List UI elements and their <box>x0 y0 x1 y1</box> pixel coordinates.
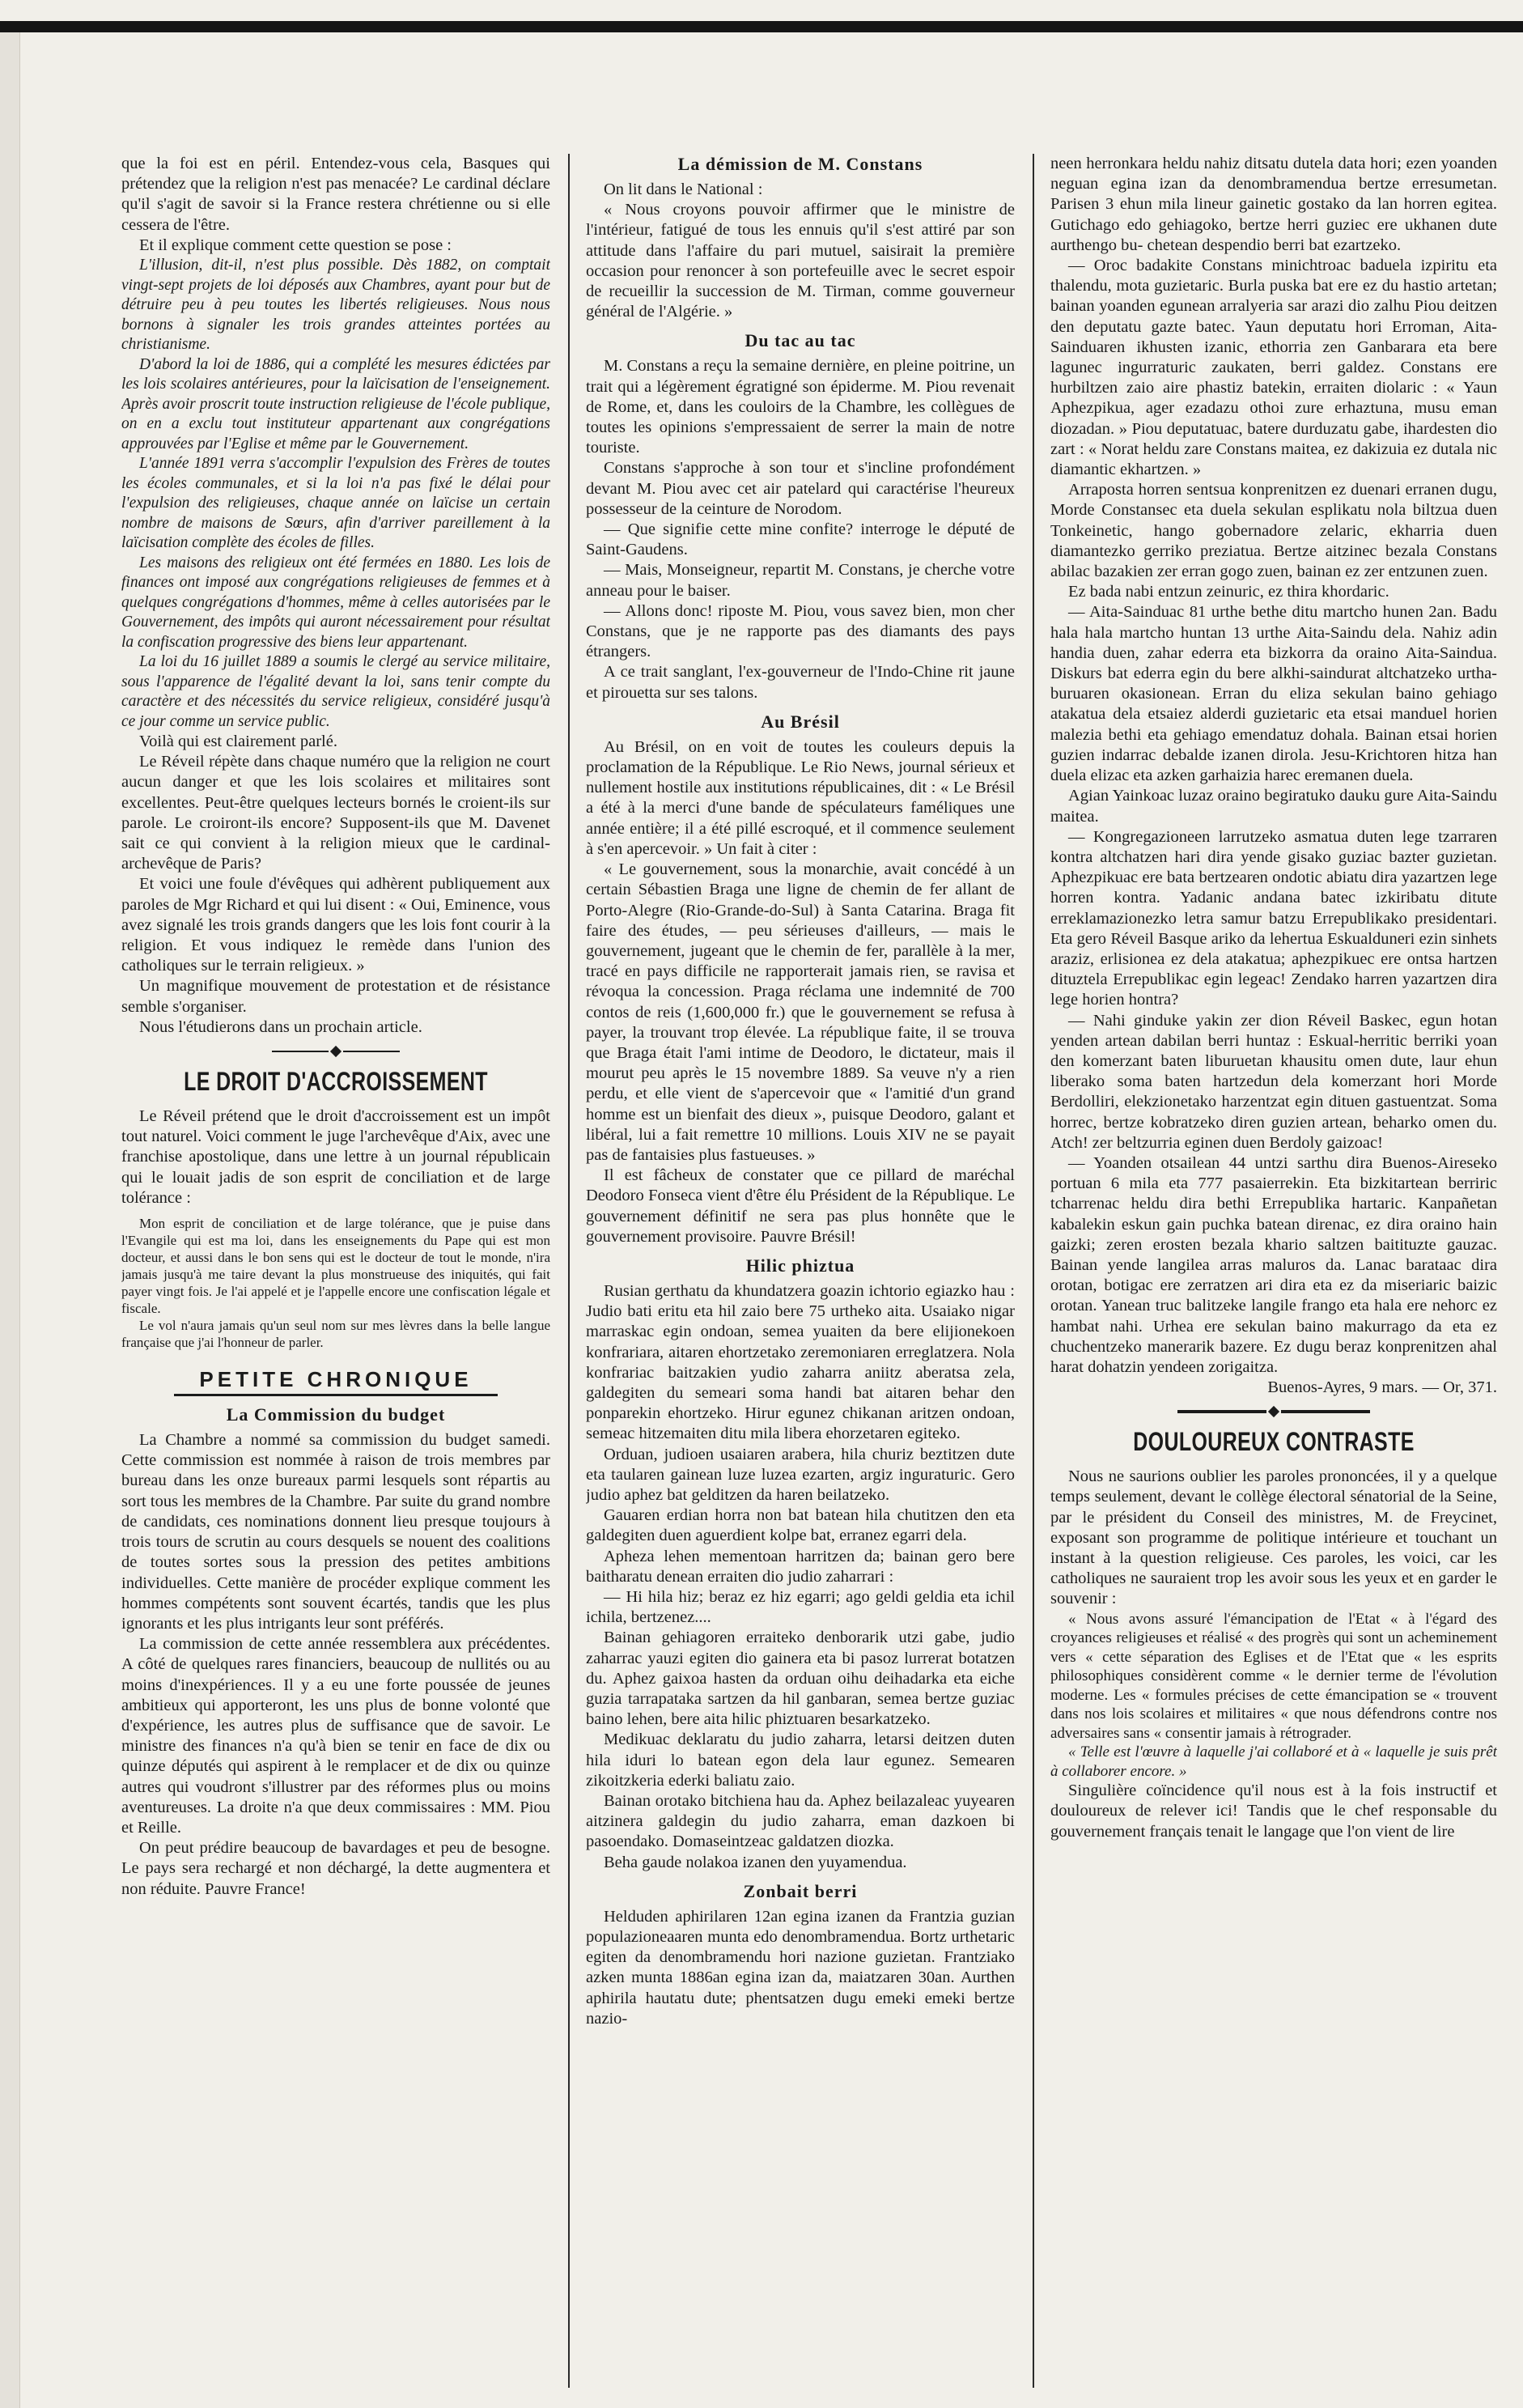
section-ornament <box>1050 1408 1497 1416</box>
heading-zonbait-berri: Zonbait berri <box>743 1880 858 1901</box>
body-paragraph: M. Constans a reçu la semaine dernière, en pleine poitrine, un trait qui a légèrement égratigné son épiderme. M. Piou revenait de Rome, et, dans les couloirs de la Chambre, les collègues de toutes les opinions s'empressaient de serrer la main de notre touriste. <box>586 357 1015 457</box>
archbishop-quote: Le vol n'aura jamais qu'un seul nom sur mes lèvres dans la belle langue française que j'ai l'honneur de parler. <box>121 1318 550 1351</box>
heading-commission-budget: La Commission du budget <box>226 1404 446 1425</box>
heading-hilic-phiztua: Hilic phiztua <box>745 1255 855 1276</box>
column-divider <box>568 154 570 2388</box>
column-divider <box>1033 154 1034 2388</box>
cardinal-citation: L'illusion, dit-il, n'est plus possible. Dès 1882, on comptait vingt-sept projets de loi déposés aux Chambres, ayant pour but de détruire peu à peu toutes les libertés religieuses. Nous nous bornons à signaler les trois grandes atteintes portées au christianisme. <box>121 257 550 354</box>
body-paragraph: A ce trait sanglant, l'ex-gouverneur de l'Indo-Chine rit jaune et pirouetta sur ses talons. <box>586 663 1015 702</box>
body-paragraph: — Allons donc! riposte M. Piou, vous savez bien, mon cher Constans, que je ne rapporte pas des diamants des pays étrangers. <box>586 601 1015 661</box>
body-paragraph: — Kongregazioneen larrutzeko asmatua duten lege tzarraren kontra altchatzen hari dira yende gisako guziac bazter guzietan. Aphezpikuac ere bata bertzearen ondotic abiatu dira yazartzen lege horren kontra. Yadanic andana batec izkiribatu ditute erreklamazionezko letra samur batzu Errepublikako presidentari. Eta gero Réveil Basque ariko da lehertua Eskualduneri ezin sinhets araziz, erlisioneа ez dela atakatua; aphezpikuec ere ontsa hartzen dituztela Errepublikac egin legeac! Zendako harren yazartzen dira lege horien hontra? <box>1050 827 1497 1009</box>
body-paragraph: « Nous croyons pouvoir affirmer que le ministre de l'intérieur, fatigué de tous les ennuis qu'il s'est attiré par son attitude dans l'affaire du pari mutuel, saisirait la première occasion pour renoncer à son portefeuille avec le secret espoir de recueillir la succession de M. Tirman, comme gouverneur général de l'Algérie. » <box>586 201 1015 321</box>
cardinal-citation: D'abord la loi de 1886, qui a complété les mesures édictées par les lois scolaires antérieures, pour la laïcisation de l'enseignement. Après avoir proscrit toute instruction religieuse de l'école publique, on en a exclu tout instituteur appartenant aux congrégations approuvées par l'Eglise et même par le Gouvernement. <box>121 355 550 452</box>
cardinal-citation: Les maisons des religieux ont été fermées en 1880. Les lois de finances ont imposé aux congrégations religieuses de femmes et à quelques congrégations d'hommes, même à celles autorisées par le Gouvernement, des impôts qui auront nécessairement pour résultat la confiscation progressive des biens leur appartenant. <box>121 554 550 651</box>
top-rule <box>0 21 1523 32</box>
body-paragraph: Nous l'étudierons dans un prochain article. <box>139 1017 422 1036</box>
body-paragraph: Le Réveil prétend que le droit d'accroissement est un impôt tout naturel. Voici comment le juge l'archevêque d'Aix, avec une franchise apostolique, dans une lettre à un journal républicain qui le louait jadis de son esprit de conciliation et de large tolérance : <box>121 1107 550 1207</box>
body-paragraph: On lit dans le National : <box>604 180 763 198</box>
column-2 <box>586 154 1015 2388</box>
cardinal-citation: L'année 1891 verra s'accomplir l'expulsion des Frères de toutes les écoles communales, et si la loi n'a pas fixé le délai pour l'expulsion des religieuses, chaque année on laïcise un certain nombre de maisons de Sœurs, afin d'arriver pareillement à la laïcisation complète des écoles de filles. <box>121 455 550 552</box>
body-paragraph: Ez bada nabi entzun zeinuric, ez thira khordaric. <box>1068 583 1389 601</box>
body-paragraph: La Chambre a nommé sa commission du budget samedi. Cette commission est nommée à raison de trois membres par bureau dans les onze bureaux parmi lesquels sont répartis au sort tous les membres de la Chambre. Par suite du grand nombre de candidats, ces nominations donnent lieu presque toujours à trois tours de scrutin au cours desquels se nouent des coalitions de toutes sortes sous la pression des petites ambitions individuelles. Cette manière de procéder explique comment les hommes compétents sont souvent écartés, tandis que les plus ignorants et les plus intrigants leur sont préférés. <box>121 1431 550 1633</box>
body-paragraph: Singulière coïncidence qu'il nous est à la fois instructif et douloureux de relever ici! Tandis que le chef responsable du gouvernement français tenait le langage que l'on vient de lire <box>1050 1782 1497 1841</box>
archbishop-quote: Mon esprit de conciliation et de large tolérance, que je puise dans l'Evangile qui est ma loi, dans les enseignements du Pape qui est mon docteur, et aussi dans le bon sens qui est le docteur de tout le monde, n'ira jamais jusqu'à me taire devant la plus monstrueuse des iniquités, qui fait payer vingt fois. Je l'ai appelé et je l'appelle encore une confiscation légale et fiscale. <box>121 1216 550 1317</box>
body-paragraph: Agian Yainkoac luzaz oraino begiratuko dauku gure Aita-Saindu maitea. <box>1050 787 1497 826</box>
body-paragraph: Bainan orotako bitchiena hau da. Aphez beilazaleac yuyearen aitzinera galdegin du judio zaharra, eman dazkoen bi pasoendako. Domaseintzeac galdatzen diozka. <box>586 1792 1015 1851</box>
body-paragraph: Et voici une foule d'évêques qui adhèrent publiquement aux paroles de Mgr Richard et qui lui disent : « Oui, Eminence, vous avez signalé les trois grands dangers que les lois font courir à la religion. Et vous indiquez le remède dans l'union des catholiques sur le terrain religieux. » <box>121 875 550 975</box>
heading-petite-chronique: PETITE CHRONIQUE <box>174 1367 498 1396</box>
body-paragraph: Apheza lehen mementoan harritzen da; bainan gero bere baitharatu denean erraiten dio judio zaharrari : <box>586 1547 1015 1586</box>
heading-au-bresil: Au Brésil <box>761 711 840 732</box>
column-3 <box>1050 154 1497 2388</box>
heading-du-tac-au-tac: Du tac au tac <box>745 330 856 351</box>
body-paragraph: — Nahi ginduke yakin zer dion Réveil Baskec, egun hotan yenden artean dabilan berri huntaz : Eskual-herritic berriki yoan den komerzant baten liburuetan khausitu omen dute, laur ehun liberako soma baten hartzedun dela komerzant hori Morde Berdolliri, elekzionetako harzentzat egin dituen gastuentzat. Soma horrec, bertze kobratzeko diren guzien artean, beharko omen du. Atch! zer beltzurria eginen duen Berdoly gaizoac! <box>1050 1011 1497 1152</box>
body-paragraph: Medikuac deklaratu du judio zaharra, letarsi deitzen duten hila iduri lo batean egon dela laur egunez. Semearen zikoitzkeria ederki baliatu zaio. <box>586 1731 1015 1790</box>
body-paragraph: Au Brésil, on en voit de toutes les couleurs depuis la proclamation de la République. Le Rio News, journal sérieux et nullement hostile aux institutions républicaines, dit : « Le Brésil a été à la merci d'une bande de spéculateurs faméliques une année entière; il a été pillé escroqué, et il commence seulement à s'en apercevoir. » Un fait à citer : <box>586 737 1015 858</box>
body-paragraph: Bainan gehiagoren erraiteko denborarik utzi gabe, judio zaharrac yauzi egiten dio gainera eta bi pasoz lurrerat botatzen du. Aphez gaixoa hasten da orduan oihu deihadarka eta eiche guzia tarrapataka sartzen da hil ganbaran, semea bertze guziac baino lehen, bere aita hilic phiztuaren besarkatzeko. <box>586 1629 1015 1729</box>
heading-droit-accroissement: LE DROIT D'ACCROISSEMENT <box>184 1067 488 1097</box>
dateline-signature: Buenos-Ayres, 9 mars. — Or, 371. <box>1267 1378 1497 1397</box>
body-paragraph: — Que signifie cette mine confite? interroge le député de Saint-Gaudens. <box>586 520 1015 559</box>
body-paragraph: La commission de cette année ressemblera aux précédentes. A côté de quelques rares financiers, beaucoup de nullités ou au moins d'inexpériences. Il y a eu une forte poussée de jeunes ambitieux qui apporteront, les uns plus de bonne volonté que d'expérience, les autres plus de suffisance que de savoir. Le ministre des finances n'a qu'à bien se tenir en face de dix ou quinze députés qui aspirent à le remplacer et de dix ou quinze autres qui voudront s'illustrer par des réformes plus ou moins aventureuses. La droite n'a que deux commissaires : MM. Piou et Reille. <box>121 1635 550 1837</box>
body-paragraph: Orduan, judioen usaiaren arabera, hila churiz beztitzen dute eta taularen gainean luze luzea ezarten, argiz inguraturic. Gero judio aphez bat gelditzen da haren beilatzeko. <box>586 1445 1015 1504</box>
column-1 <box>121 154 550 2388</box>
body-paragraph: Le Réveil répète dans chaque numéro que la religion ne court aucun danger et que les lois scolaires et militaires sont excellentes. Peut-être quelques lecteurs bornés le croient-ils sur parole. Le croiront-ils encore? Supposent-ils que M. Davenet sait ce qui convient à la religion mieux que le cardinal-archevêque de Paris? <box>121 753 550 873</box>
body-paragraph: Nous ne saurions oublier les paroles prononcées, il y a quelque temps seulement, devant le collège électoral sénatorial de la Seine, par le président du Conseil des ministres, M. de Freycinet, exposant son programme de politique intérieure et touchant un instant à la question religieuse. Ces paroles, les voici, car les catholiques ne sauraient trop les avoir sous les yeux et en garder le souvenir : <box>1050 1467 1497 1608</box>
body-paragraph: — Hi hila hiz; beraz ez hiz egarri; ago geldi geldia eta ichil ichila, bertzenez.... <box>586 1588 1015 1627</box>
intro-paragraph: Et il explique comment cette question se pose : <box>139 236 452 254</box>
freycinet-quote: « Nous avons assuré l'émancipation de l'Etat « à l'égard des croyances religieuses et réalisé « des progrès qui sont un acheminement vers « cette séparation des Eglises et de l'Etat que « les esprits philosophiques considèrent comme « le dernier terme de l'évolution moderne. Les « formules précises de cette émancipation se « trouvent dans nos lois scolaires et militaires « que nous défendrons contre nos adversaires sans « consentir jamais à rétrograder. <box>1050 1610 1497 1742</box>
body-paragraph: Un magnifique mouvement de protestation et de résistance semble s'organiser. <box>121 977 550 1016</box>
cardinal-citation: La loi du 16 juillet 1889 a soumis le clergé au service militaire, sous l'apparence de l'égalité devant la loi, sans tenir compte du caractère et des nécessités du service religieux, considéré jusqu'à ce jour comme un service public. <box>121 653 550 730</box>
section-ornament <box>121 1047 550 1055</box>
body-paragraph: — Yoanden otsailean 44 untzi sarthu dira Buenos-Aireseko portuan 6 mila eta 777 pasaierrekin. Eta bizkitartean berriric tcharrenac heldu dira bethi Errepublika hartaric. Kanpañetan kabalekin eskun gain puchka batean direnac, ez dira oraino hain gaizki; zeren erosten bezala khario saltzen baitituzte gauzac. Bainan yende langilea arras maluros da. Lanac barataac dira orotan, botigac ere zerratzen ari dira eta ez da miseriaric baizic orotan. Yanean truc balitzeke langile frango eta hala ere nehorc ez hambat nahi. Urhea ere sekulan baino makurrago da eta ez chuchentzeko manerarik bazere. Ez dugu beraz konprenitzen ahal harat dohatzin yendeen zorigaitza. <box>1050 1153 1497 1376</box>
body-paragraph: — Aita-Sainduac 81 urthe bethe ditu martcho hunen 2an. Badu hala hala martcho huntan 13 urthe Aita-Saindu dela. Nahiz adin handia duen, zahar ederra eta bizkorra da oraino Aita-Saindua. Diskurs bat ederra egin du bere alkhi-saindurat altchatzeko urtha-buruaren okasionean. Erran du eliza sekulan baino gehiago atakatua dela etsaiez alderdi guzietaric eta etsai manduel horien malezia bethi eta gehiago emendatuz dohala. Bainan etsai horien guzien indarrac debalde izanen dirola. Jesu-Krichtoren hitza han duela elizac eta azken garhaizia harec eremanen duela. <box>1050 603 1497 785</box>
body-paragraph: Voilà qui est clairement parlé. <box>139 733 337 751</box>
heading-demission-constans: La démission de M. Constans <box>677 154 923 174</box>
body-paragraph: Constans s'approche à son tour et s'incline profondément devant M. Piou avec cet air patelard qui caractérise l'heureux possesseur de la ceinture de Norodom. <box>586 459 1015 518</box>
body-paragraph: « Le gouvernement, sous la monarchie, avait concédé à un certain Sébastien Braga une ligne de chemin de fer allant de Porto-Alegre (Rio-Grande-do-Sul) à Santa Catarina. Braga fit faire des études, — peu sérieuses d'ailleurs, — mais le gouvernement, jugeant que le chemin de fer, parallèle à la mer, tracé en pays difficile ne rapporterait jamais rien, se ravisa et révoqua la concession. Praga réclama une indemnité de 700 contos de reis (1,600,000 fr.) que le gouvernement se refusa à payer, la trouvant trop élevée. La république faite, il se trouva que Braga était l'ami intime de Deodoro, le dictateur, mais il mourut peu après le 15 novembre 1889. Sa veuve n'y a rien perdu, et elle vient de s'apercevoir que « l'amitié d'un grand homme est un bienfait des dieux », puisque Deodoro, galant et libéral, lui a fait remettre 10 millions. Louis XIV ne se payait pas de fantaisies plus fastueuses. » <box>586 860 1015 1164</box>
page-margin <box>0 32 20 2408</box>
intro-paragraph: que la foi est en péril. Entendez-vous cela, Basques qui prétendez que la religion n'est pas menacée? Le cardinal déclare qu'il s'agit de savoir si la France restera chrétienne ou si elle cessera de l'être. <box>121 155 550 234</box>
body-paragraph: Il est fâcheux de constater que ce pillard de maréchal Deodoro Fonseca vient d'être élu Président de la République. Le gouvernement définitif ne sera pas plus honnête que le gouvernement provisoire. Pauvre Brésil! <box>586 1166 1015 1246</box>
body-paragraph: On peut prédire beaucoup de bavardages et peu de besogne. Le pays sera rechargé et non déchargé, la dette augmentera et non réduite. Pauvre France! <box>121 1839 550 1898</box>
body-paragraph: Rusian gerthatu da khundatzera goazin ichtorio egiazko hau : Judio bati eritu eta hil zaio bere 75 urtheko aita. Usaiako nigar marraskac egin ondoan, semea yuaiten da bere elijionekoen konfrariara, aitaren ehortzetako zeremoniaren erreglatzera. Nola konfrariac baitzakien yudio zaharra aniitz aberatsa zela, galdegiten du semeari soma handi bat aitaren behar den ponparekin ehortzeko. Hirur egunez chikanan aritzen ondoan, semeac hitzemaiten ditu mila libera ehorzetaren egiteko. <box>586 1281 1015 1443</box>
newspaper-page <box>121 154 1497 2388</box>
freycinet-quote: « Telle est l'œuvre à laquelle j'ai collaboré et à « laquelle je suis prêt à collaborer encore. » <box>1050 1743 1497 1780</box>
body-paragraph: Helduden aphirilaren 12an egina izanen da Frantzia guzian populazioneaaren munta edo denombramendua. Bortz urthetaric egiten da denombramendu hori nazione guzietan. Frantziako azken munta 1886an egina izan da, maiatzaren 30an. Aurthen aphirila hautatu dute; phentsatzen dugu emeki emeki bertze naziо- <box>586 1907 1015 2028</box>
body-paragraph: neen herronkara heldu nahiz ditsatu dutela data hori; ezen yoanden neguan egina izan da denombramendua bertze erresumetan. Parisen 3 ehun mila lineur gainetic gostako da lan horren egitea. Gutichago edo gehiagoko, bertze herri guziec ere ukhanen dute aurthengo bu- chetean despendio berri bat ezartzeko. <box>1050 155 1497 254</box>
heading-douloureux-contraste: DOULOUREUX CONTRASTE <box>1133 1427 1415 1457</box>
body-paragraph: Gauaren erdian horra non bat batean hila chutitzen den eta galdegiten duen aguerdient kolpe bat, erranez egarri dela. <box>586 1506 1015 1545</box>
body-paragraph: — Oroc badakite Constans minichtroac baduela izpiritu eta thalendu, mota guzietaric. Burla puska bat ere ez du hastio artetan; bainan yoanden egunean arralyeria sar arazi dio zalhu Piou deitzen den deputatu gazte batec. Yaun deputatu hori Erroman, Aita-Sainduaren ikhusten izanic, ethorria zen Ganbarara eta bere lagunec ingurraturic zaukaten, berri galdez. Constans ere hurbiltzen zaio aire phastiz batekin, erraiten diolaric : « Yaun Aphezpikua, ager ezadazu othoi zure erhaztuna, musu eman diozadan. » Piou deputatuac, batere durduzatu gabe, ihardesten dio zart : « Norat heldu zare Constans maitea, ez dakizuia ez dutala nic diamantic ekhartzen. » <box>1050 257 1497 479</box>
body-paragraph: Beha gaude nolakoa izanen den yuyamendua. <box>604 1853 907 1871</box>
body-paragraph: — Mais, Monseigneur, repartit M. Constans, je cherche votre anneau pour le baiser. <box>586 561 1015 600</box>
body-paragraph: Arraposta horren sentsua konprenitzen ez duenari erranen dugu, Morde Constansec eta duela sekulan esplikatu nola biltzua duen Tonkeinetic, hango gobernadore zelaric, ekharria duen diamantezko gerriko preziatua. Bertze aitzinec bezala Constans abilac bazakien zer erran gogo zuen, bainan ez zer entzunen zuen. <box>1050 481 1497 581</box>
